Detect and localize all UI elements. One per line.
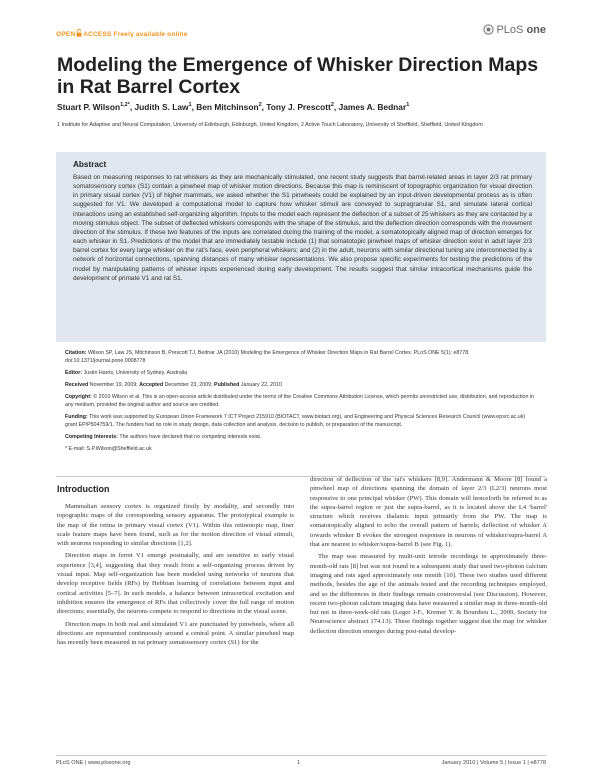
open-access-banner: [56, 29, 188, 39]
competing-interests-line: [65, 434, 535, 442]
author-name: Tony J. Prescott: [266, 102, 331, 112]
intro-paragraph: Direction maps in ferret V1 emerge postnatally, and are sensitive to early visual experience [3,4], suggesting that they result from a self-organizing process driven by visual input. Map self-organization has been modeled using networks of neurons that develop receptive fields (RFs) by Hebbian learning of correlations between input and cortical activities [5–7]. In such models, a balance between intracortical excitation and inhibition ensures the emergence of RFs that collectively cover the full range of motion directions; essentially, the neurons compete to respond to directions in the visual scene.: [57, 552, 294, 616]
editor-text: Justin Harris, University of Sydney, Australia: [83, 369, 188, 376]
plos-one-logo: [483, 24, 546, 38]
competing-interests-text: The authors have declared that no competing interests exist.: [119, 434, 262, 441]
intro-paragraph: Direction maps in both real and simulated V1 are punctuated by pinwheels, where all directions are represented continuously around a central point. A similar pinwheel map has recently been measured in rat primary somatosensory cortex (S1) for the: [57, 620, 294, 647]
access-label: ACCESS: [83, 31, 112, 38]
received-date: November 19, 2009;: [89, 382, 138, 389]
intro-paragraph: The map was measured by multi-unit tetrode recordings in approximately three-month-old rats [8] but was not found in a subsequent study that used two-photon calcium imaging and rats aged approximately one month [10]. These two studies used different methods, besides the age of the animals tested and the recording techniques employed, and so the differences in their findings remain controversial (see Discussion). However, recent two-photon calcium imaging data have measured a similar map in three-month-old but not in three-week-old rats (Leger J-F., Kremer Y. & Bourdieu L., 2009, Society for Neuroscience abstract 174.13). These findings together suggest that the map for whisker deflection direction emerges during post-natal develop-: [310, 553, 547, 635]
page-number: 1: [297, 760, 301, 766]
citation-text: Wilson SP, Law JS, Mitchinson B, Prescott TJ, Bednar JA (2010) Modeling the Emergence of Whisker Direction Maps in Rat Barrel Cortex. PLoS ONE 5(1): e8778. doi:10.1371/journal.pone.0008778: [65, 350, 470, 364]
dates-line: [65, 382, 535, 390]
author-affiliation-marker: 2: [258, 102, 262, 109]
author-affiliations: 1 Institute for Adaptive and Neural Computation, University of Edinburgh, Edinburgh, United Kingdom, 2 Active Touch Laboratory, University of Sheffield, Sheffield, United Kingdom: [57, 122, 483, 128]
published-date: January 22, 2010: [240, 382, 282, 389]
introduction-heading: Introduction: [57, 484, 110, 494]
received-label: Received: [65, 382, 89, 389]
accepted-date: December 23, 2009;: [164, 382, 213, 389]
author-affiliation-marker: 1: [406, 102, 410, 109]
citation-line: [65, 350, 535, 365]
footer-divider: [56, 755, 546, 756]
accepted-label: Accepted: [139, 382, 164, 389]
open-access-lock-icon: [76, 29, 82, 39]
corresponding-author-marker: *: [127, 102, 130, 109]
page-footer: [56, 760, 546, 770]
author-name: Judith S. Law: [134, 102, 189, 112]
author-affiliation-marker: 1: [188, 102, 192, 109]
copyright-text: © 2010 Wilson et al. This is an open-access article distributed under the terms of the Creative Commons Attribution License, which permits unrestricted use, distribution, and reproduction in any medium, provided the original author and source are credited.: [65, 394, 534, 409]
copyright-line: [65, 394, 535, 409]
freely-available-label: Freely available online: [113, 31, 188, 38]
article-title: Modeling the Emergence of Whisker Direction Maps in Rat Barrel Cortex: [57, 54, 539, 98]
body-column-right: [310, 475, 547, 636]
body-column-left: [57, 484, 294, 647]
logo-one-text: one: [526, 24, 546, 36]
author-name: Ben Mitchinson: [196, 102, 259, 112]
author-affiliation-marker: 1,2: [120, 102, 128, 109]
logo-plos-text: PLoS: [496, 24, 524, 36]
citation-label: Citation:: [65, 350, 87, 356]
abstract-box: [56, 152, 546, 342]
competing-interests-label: Competing Interests:: [65, 434, 118, 441]
abstract-text: Based on measuring responses to rat whiskers as they are mechanically stimulated, one recent study suggests that barrel-related areas in layer 2/3 rat primary somatosensory cortex (S1) contain a pinwheel map of whisker motion directions. Because this map is reminiscent of topographic organization for visual direction in primary visual cortex (V1) of higher mammals, we asked whether the S1 pinwheels could be explained by an input-driven developmental process as is often suggested for V1. We developed a computational model to capture how whisker stimuli are conveyed to supragranular S1, and simulate lateral cortical interactions using an established self-organizing algorithm. Inputs to the model each represent the deflection of a subset of 25 whiskers as they are contacted by a moving stimulus object. The subset of deflected whiskers corresponds with the shape of the stimulus, and the deflection direction corresponds with the movement direction of the stimulus. If these two features of the inputs are correlated during the training of the model, a somatotopically aligned map of direction emerges for each whisker in S1. Predictions of the model that are immediately testable include (1) that somatotopic pinwheel maps of whisker direction exist in adult layer 2/3 barrel cortex for every large whisker on the rat's face, even peripheral whiskers; and (2) in the adult, neurons with similar directional tuning are interconnected by a network of horizontal connections, spanning distances of many whisker representations. We also propose specific experiments for testing the predictions of the model by manipulating patterns of whisker inputs experienced during early development. The results suggest that similar intracortical mechanisms guide the development of primate V1 and rat S1.: [73, 174, 532, 282]
copyright-label: Copyright:: [65, 394, 92, 401]
abstract-heading: Abstract: [73, 160, 107, 169]
corresponding-email: * E-mail: S.P.Wilson@Sheffield.ac.uk: [65, 446, 152, 453]
author-affiliation-marker: 2: [330, 102, 334, 109]
intro-paragraph: Mammalian sensory cortex is organized firstly by modality, and secondly into topographic maps of the corresponding sensory apparatus. The prototypical example is the map of the retina in primary visual cortex (V1). Within this retinotopic map, finer scale feature maps have been found, such as for the motion direction of visual stimuli, with neurons responding to similar directions [1,2].: [57, 503, 294, 548]
funding-text: This work was supported by European Union Framework 7 ICT Project 215910 (BIOTACT, www.biotact.org), and Engineering and Physical Sciences Research Council (www.epsrc.ac.uk) grant EP/P504759/1. The funders had no role in study design, data collection and analysis, decision to publish, or preparation of the manuscript.: [65, 414, 526, 428]
author-list: Stuart P. Wilson$^{1,2*}$, Judith S. Law$^1$, Ben Mitchinson$^2$, Tony J. Prescott$^2$, James A. Bednar$^1$: [57, 102, 410, 112]
published-label: Published: [214, 382, 240, 389]
author-name: Stuart P. Wilson: [57, 102, 121, 112]
journal-header: [56, 24, 546, 41]
article-metadata: [65, 350, 535, 459]
editor-line: [65, 370, 535, 378]
footer-issue-info: January 2010 | Volume 5 | Issue 1 | e8778: [441, 760, 546, 766]
intro-paragraph: direction of deflection of the rat's whiskers [8,9]. Andermann & Moore [8] found a pinwheel map of directions spanning the domain of layer 2/3 (L2/3) neurons most responsive to one principal whisker (PW). This domain will henceforth be referred to as the supra-barrel region or just the supra-barrel, as it is located above the L4 'barrel' structure which receives thalamic input primarily from the PW. The map is somatotopically aligned to echo the overall pattern of barrels; deflection of whisker A towards whisker B evokes the strongest responses in neurons of whisker/supra-barrel A that are nearest to whisker/supra-barrel B (see Fig. 1).: [310, 476, 547, 549]
funding-label: Funding:: [65, 414, 88, 421]
footer-journal-url: PLoS ONE | www.plosone.org: [56, 760, 131, 766]
plos-logo-icon: [483, 24, 494, 38]
author-name: James A. Bednar: [338, 102, 407, 112]
open-label: OPEN: [56, 31, 76, 38]
editor-label: Editor:: [65, 369, 83, 376]
funding-line: [65, 414, 535, 429]
